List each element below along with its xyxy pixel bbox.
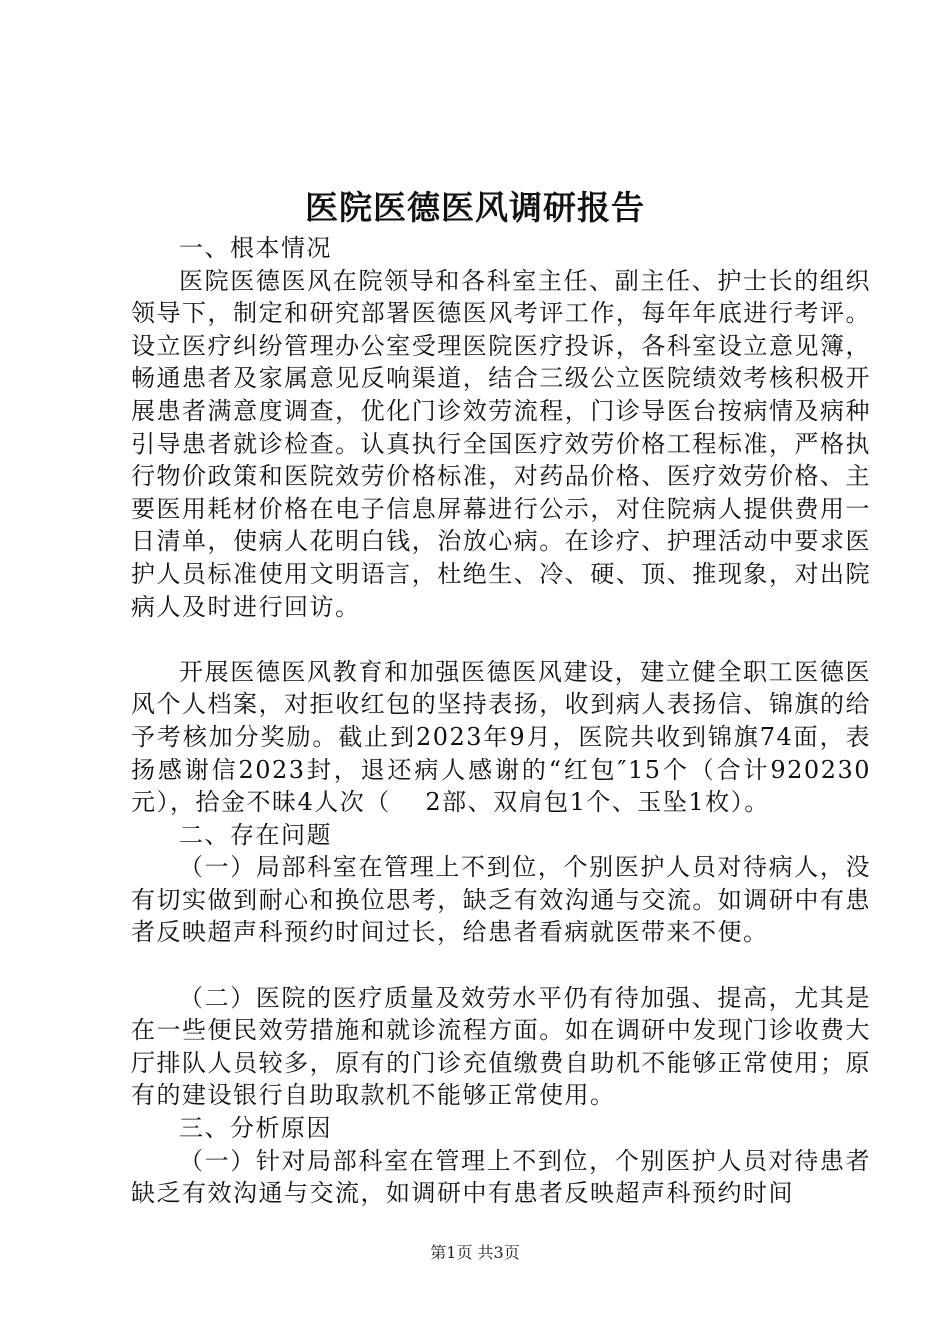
document-title: 医院医德医风调研报告 (305, 188, 645, 227)
paragraph-spacer (131, 949, 871, 982)
section-heading-basic: 一、根本情况 (179, 234, 332, 262)
paragraph-spacer (131, 623, 871, 656)
section-heading-causes: 三、分析原因 (179, 1114, 332, 1143)
paragraph-cause-1: （一）针对局部科室在管理上不到位，个别医护人员对待患者缺乏有效沟通与交流，如调研中有患者反映超声科预约时间 (131, 1146, 871, 1208)
paragraph-basic-1: 医院医德医风在院领导和各科室主任、副主任、护士长的组织领导下，制定和研究部署医德医风考评工作，每年年底进行考评。设立医疗纠纷管理办公室受理医院医疗投诉，各科室设立意见簿，畅通患者及家属意见反响渠道，结合三级公立医院绩效考核积极开展患者满意度调查，优化门诊效劳流程，门诊导医台按病情及病种引导患者就诊检查。认真执行全国医疗效劳价格工程标准，严格执行物价政策和医院效劳价格标准，对药品价格、医疗效劳价格、主要医用耗材价格在电子信息屏幕进行公示，对住院病人提供费用一日清单，使病人花明白钱，治放心病。在诊疗、护理活动中要求医护人员标准使用文明语言，杜绝生、冷、硬、顶、推现象，对出院病人及时进行回访。 (131, 266, 871, 621)
paragraph-basic-2: 开展医德医风教育和加强医德医风建设，建立健全职工医德医风个人档案，对拒收红包的坚持表扬，收到病人表扬信、锦旗的给予考核加分奖励。截止到2023年9月，医院共收到锦旗74面，表扬感谢信2023封，退还病人感谢的“红包″15个（合计920230元），拾金不昧4人次（ 2部、双肩包1个、玉坠1枚）。 (131, 657, 871, 817)
paragraph-problem-1: （一）局部科室在管理上不到位，个别医护人员对待病人，没有切实做到耐心和换位思考，缺乏有效沟通与交流。如调研中有患者反映超声科预约时间过长，给患者看病就医带来不便。 (131, 853, 871, 947)
page-footer: 第1页 共3页 (430, 1243, 520, 1262)
paragraph-problem-2: （二）医院的医疗质量及效劳水平仍有待加强、提高，尤其是在一些便民效劳措施和就诊流程方面。如在调研中发现门诊收费大厅排队人员较多，原有的门诊充值缴费自助机不能够正常使用；原有的建设银行自助取款机不能够正常使用。 (131, 983, 871, 1110)
document-body (131, 232, 871, 1210)
section-heading-problems: 二、存在问题 (179, 820, 332, 849)
